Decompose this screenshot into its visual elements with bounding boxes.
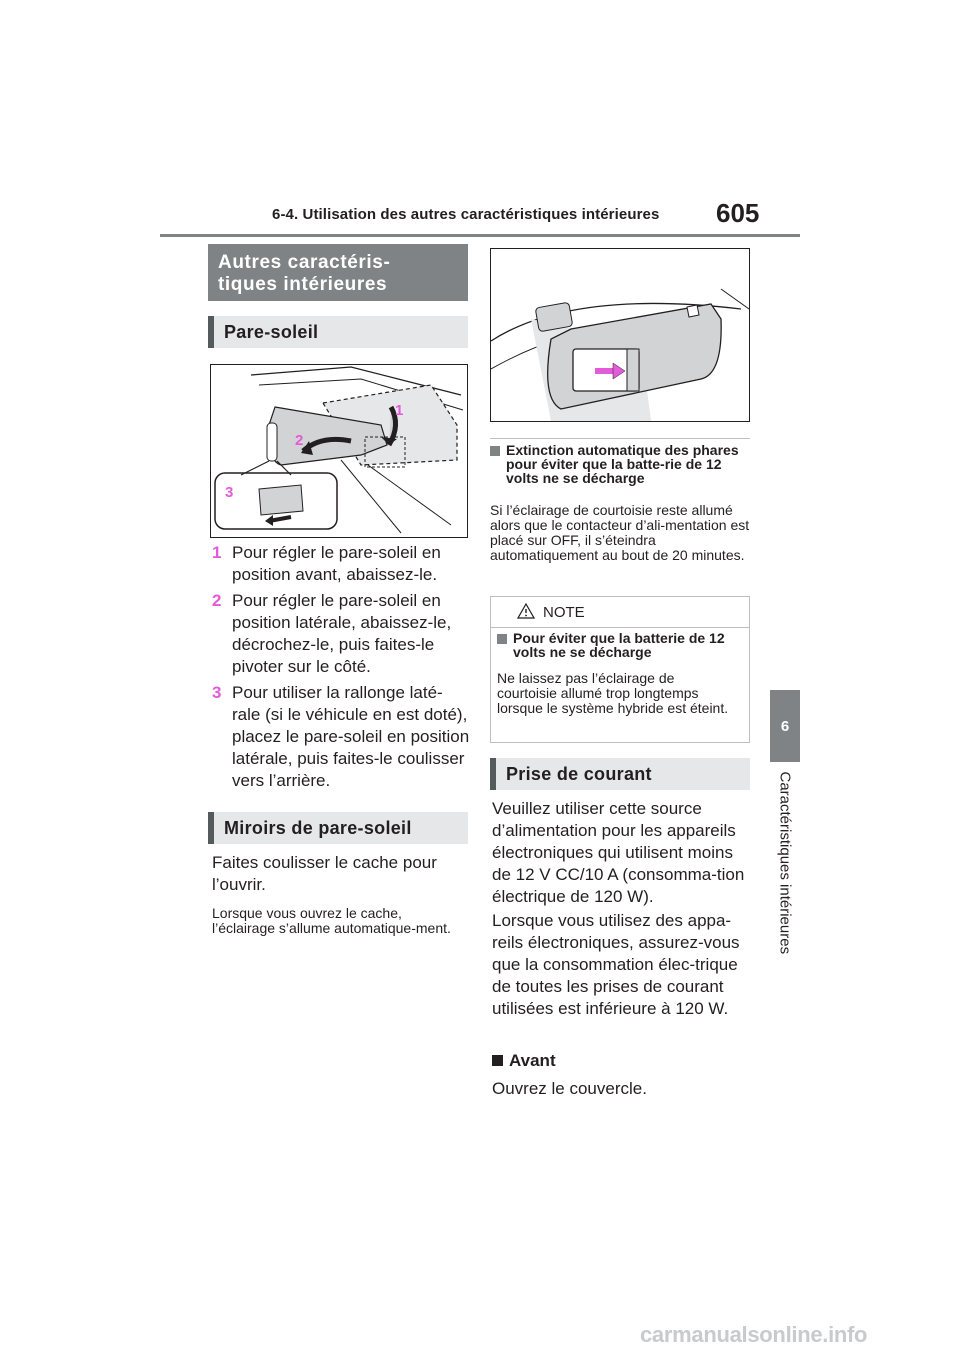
square-bullet-icon <box>497 634 507 644</box>
step-number: 2 <box>212 591 222 610</box>
step-item <box>212 682 470 792</box>
watermark: carmanualsonline.info <box>640 1322 868 1347</box>
auto-off-heading-text: Extinction automatique des phares pour éviter que la batte-rie de 12 volts ne se décharge <box>506 442 739 486</box>
chapter-side-label <box>765 771 805 956</box>
power-outlet-para2: Lorsque vous utilisez des appa-reils électroniques, assurez-vous que la consommation élec-trique de toutes les prises de courant utilisées est inférieure à 120 W. <box>492 911 740 1018</box>
note-text: Ne laissez pas l’éclairage de courtoisie allumé trop longtemps lorsque le système hybride est éteint. <box>497 670 729 716</box>
divider <box>490 438 750 439</box>
note-title: NOTE <box>543 604 585 621</box>
vanity-mirror-text: Faites coulisser le cache pour l’ouvrir. <box>212 853 437 894</box>
figure-label-3: 3 <box>225 484 234 501</box>
front-subheading-text: Avant <box>509 1051 556 1070</box>
vanity-mirror-heading: Miroirs de pare-soleil <box>208 812 468 844</box>
page-number: 605 <box>716 198 760 228</box>
note-box <box>490 596 750 743</box>
header-rule <box>160 234 800 237</box>
chapter-title: 6-4. Utilisation des autres caractéristiques intérieures <box>272 206 660 223</box>
power-outlet-para1: Veuillez utiliser cette source d’alimentation pour les appareils électroniques qui utilisent moins de 12 V CC/10 A (consomma-tion électrique de 120 W). <box>492 799 745 906</box>
section-title: Autres caractéris- tiques intérieures <box>208 244 468 301</box>
chapter-tab-number: 6 <box>780 717 790 735</box>
step-text: Pour régler le pare-soleil en position latérale, abaissez-le, décrochez-le, puis faites-le pivoter sur le côté. <box>232 591 452 676</box>
step-text: Pour utiliser la rallonge laté-rale (si le véhicule en est doté), placez le pare-soleil en position latérale, puis faites-le coulisser vers l’arrière. <box>232 683 470 790</box>
square-bullet-icon <box>490 446 500 456</box>
auto-off-heading <box>490 443 752 485</box>
warning-icon <box>517 603 535 619</box>
sun-visor-heading: Pare-soleil <box>208 316 468 348</box>
step-number: 1 <box>212 543 222 562</box>
note-heading <box>497 631 743 659</box>
sun-visor-illustration <box>211 365 468 538</box>
vanity-mirror-figure <box>490 248 750 422</box>
power-outlet-heading: Prise de courant <box>490 758 750 790</box>
front-text: Ouvrez le couvercle. <box>492 1079 647 1098</box>
figure-label-1: 1 <box>395 402 404 419</box>
front-subheading <box>492 1050 556 1072</box>
note-header <box>491 597 749 628</box>
auto-off-text: Si l’éclairage de courtoisie reste allumé alors que le contacteur d’ali-mentation est placé sur OFF, il s’éteindra automatiquement au bout de 20 minutes. <box>490 502 750 563</box>
vanity-mirror-note: Lorsque vous ouvrez le cache, l’éclairage s’allume automatique-ment. <box>212 905 451 936</box>
step-item <box>212 542 470 586</box>
step-number: 3 <box>212 683 222 702</box>
step-item <box>212 590 470 678</box>
step-text: Pour régler le pare-soleil en position avant, abaissez-le. <box>232 543 441 584</box>
figure-label-2: 2 <box>295 432 304 449</box>
vanity-mirror-illustration <box>491 249 750 422</box>
sun-visor-steps <box>212 542 470 822</box>
note-heading-text: Pour éviter que la batterie de 12 volts ne se décharge <box>513 630 725 660</box>
chapter-side-label-text: Caractéristiques intérieures <box>776 771 794 955</box>
square-bullet-icon <box>492 1055 503 1066</box>
sun-visor-figure <box>210 364 468 538</box>
